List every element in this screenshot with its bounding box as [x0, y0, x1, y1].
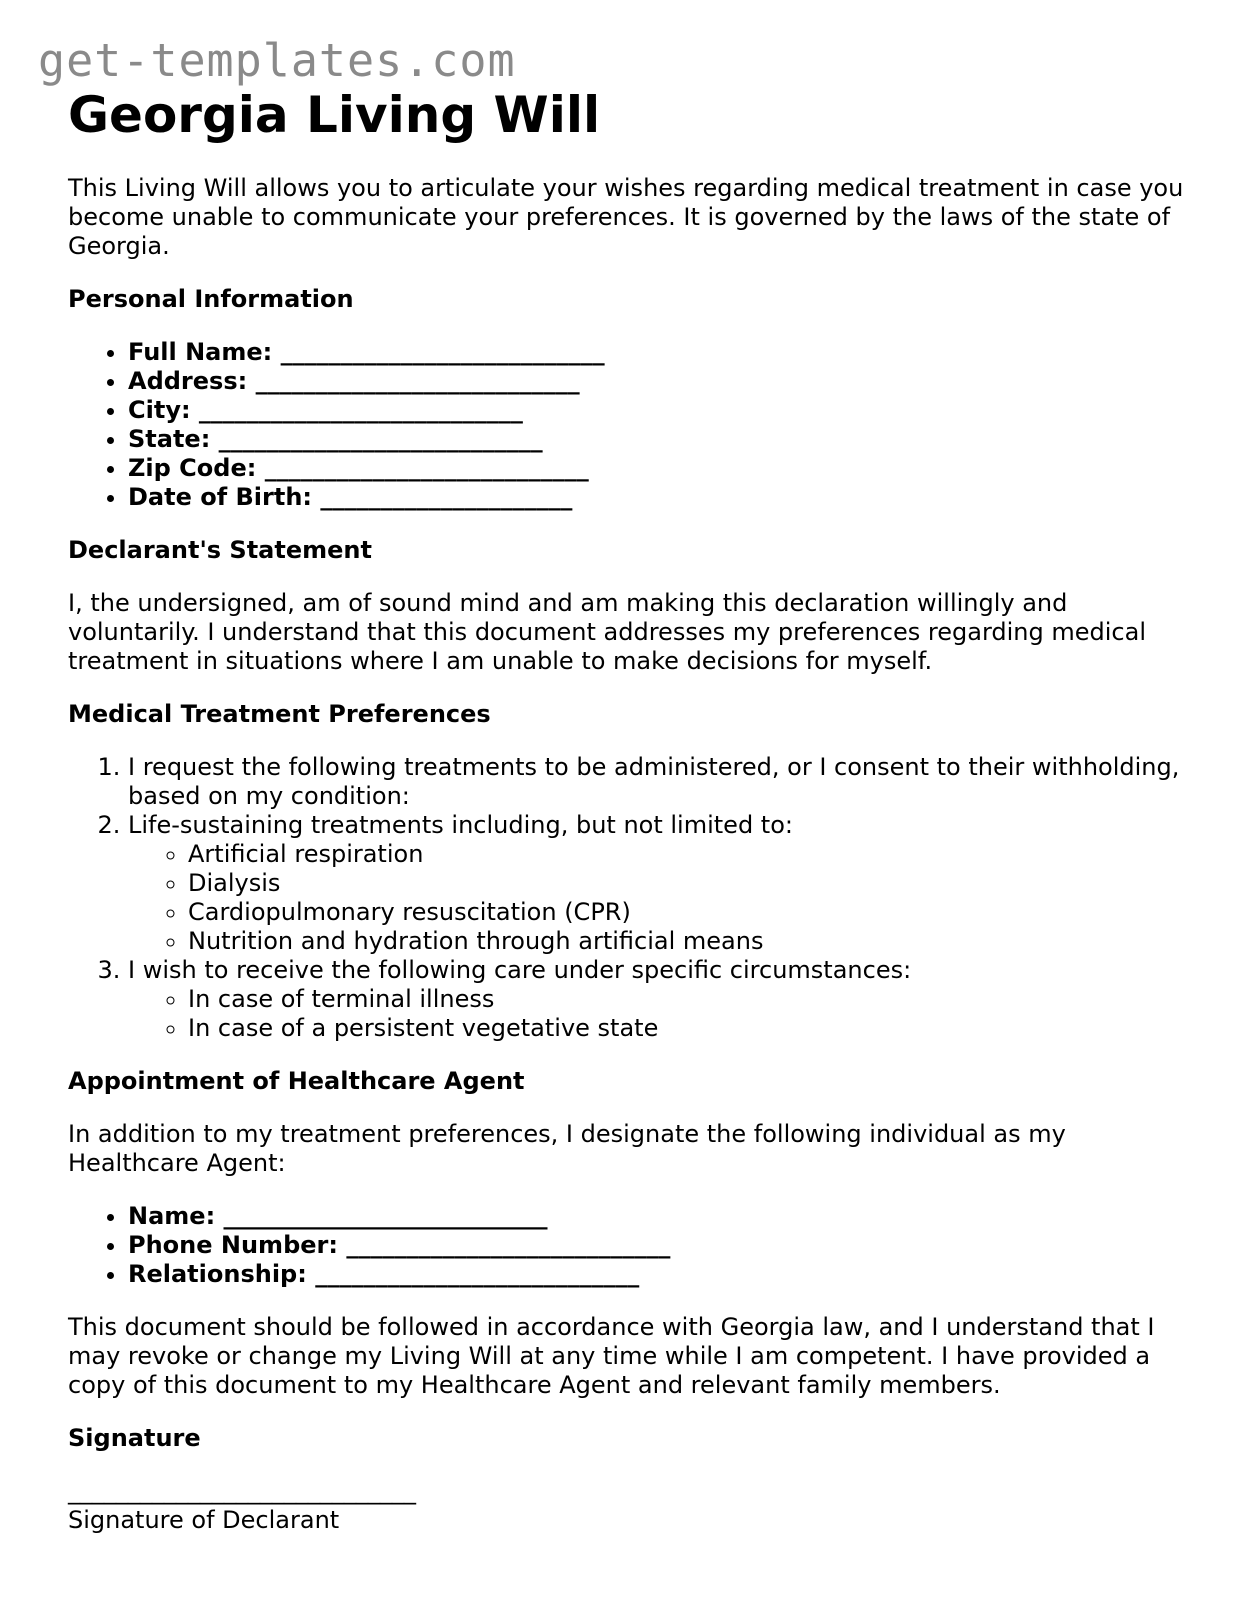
statement-paragraph: I, the undersigned, am of sound mind and am making this declaration willingly and voluntarily. I understand that this document addresses my preferences regarding medical treatment in situations where I am unable to make decisions for myself.	[68, 589, 1146, 675]
preference-text: I wish to receive the following care under specific circumstances:	[128, 956, 912, 984]
signature-heading: Signature	[68, 1424, 201, 1452]
field-blank: ___________________________	[346, 1231, 671, 1259]
field-blank: ___________________________	[264, 454, 589, 482]
field-label: Name:	[128, 1202, 216, 1230]
field-blank: ___________________________	[255, 367, 580, 395]
field-label: Zip Code:	[128, 454, 257, 482]
agent-paragraph: In addition to my treatment preferences, I designate the following individual as my Healthcare Agent:	[68, 1120, 1066, 1177]
watermark: get-templates.com	[38, 34, 516, 87]
signature-line: _____________________________	[68, 1477, 416, 1505]
field-label: State:	[128, 425, 211, 453]
sublist-item: ◦ Cardiopulmonary resuscitation (CPR)	[188, 898, 1188, 927]
sublist-item: ◦ Nutrition and hydration through artificial means	[188, 927, 1188, 956]
sublist-item: ◦ Artificial respiration	[188, 840, 1188, 869]
personal-info-heading: Personal Information	[68, 285, 354, 313]
field-city	[128, 396, 1188, 425]
preference-text: I request the following treatments to be administered, or I consent to their withholding, based on my condition:	[128, 753, 1180, 810]
treatment-sublist	[128, 840, 1188, 956]
field-state	[128, 425, 1188, 454]
intro-paragraph: This Living Will allows you to articulate your wishes regarding medical treatment in case you become unable to communicate your preferences. It is governed by the laws of the state of Georgia.	[68, 174, 1184, 260]
field-agent-relationship	[128, 1260, 1188, 1289]
field-blank: ___________________________	[223, 1202, 548, 1230]
circumstance-sublist	[128, 985, 1188, 1043]
field-label: Address:	[128, 367, 248, 395]
preferences-heading: Medical Treatment Preferences	[68, 700, 491, 728]
field-label: Relationship:	[128, 1260, 307, 1288]
preferences-list	[68, 753, 1188, 1043]
field-zip-code	[128, 454, 1188, 483]
preference-item	[128, 956, 1188, 1043]
preference-text: Life-sustaining treatments including, but not limited to:	[128, 811, 793, 839]
field-label: City:	[128, 396, 191, 424]
field-blank: _____________________	[320, 483, 573, 511]
signature-caption: Signature of Declarant	[68, 1506, 340, 1534]
field-blank: ___________________________	[218, 425, 543, 453]
field-blank: ___________________________	[198, 396, 523, 424]
field-blank: ___________________________	[315, 1260, 640, 1288]
field-date-of-birth	[128, 483, 1188, 512]
field-blank: ___________________________	[280, 338, 605, 366]
personal-info-list	[68, 338, 1188, 512]
field-address	[128, 367, 1188, 396]
closing-paragraph: This document should be followed in accordance with Georgia law, and I understand that I may revoke or change my Living Will at any time while I am competent. I have provided a copy of this document to my Healthcare Agent and relevant family members.	[68, 1313, 1155, 1399]
preference-item	[128, 811, 1188, 956]
field-full-name	[128, 338, 1188, 367]
agent-heading: Appointment of Healthcare Agent	[68, 1067, 525, 1095]
preference-item	[128, 753, 1188, 811]
field-agent-name	[128, 1202, 1188, 1231]
sublist-item: ◦ In case of terminal illness	[188, 985, 1188, 1014]
field-label: Date of Birth:	[128, 483, 313, 511]
sublist-item: ◦ In case of a persistent vegetative state	[188, 1014, 1188, 1043]
document-title: Georgia Living Will	[68, 86, 601, 144]
document-body	[68, 86, 1188, 1535]
statement-heading: Declarant's Statement	[68, 536, 372, 564]
field-label: Full Name:	[128, 338, 273, 366]
field-label: Phone Number:	[128, 1231, 338, 1259]
field-agent-phone	[128, 1231, 1188, 1260]
agent-fields-list	[68, 1202, 1188, 1289]
sublist-item: ◦ Dialysis	[188, 869, 1188, 898]
